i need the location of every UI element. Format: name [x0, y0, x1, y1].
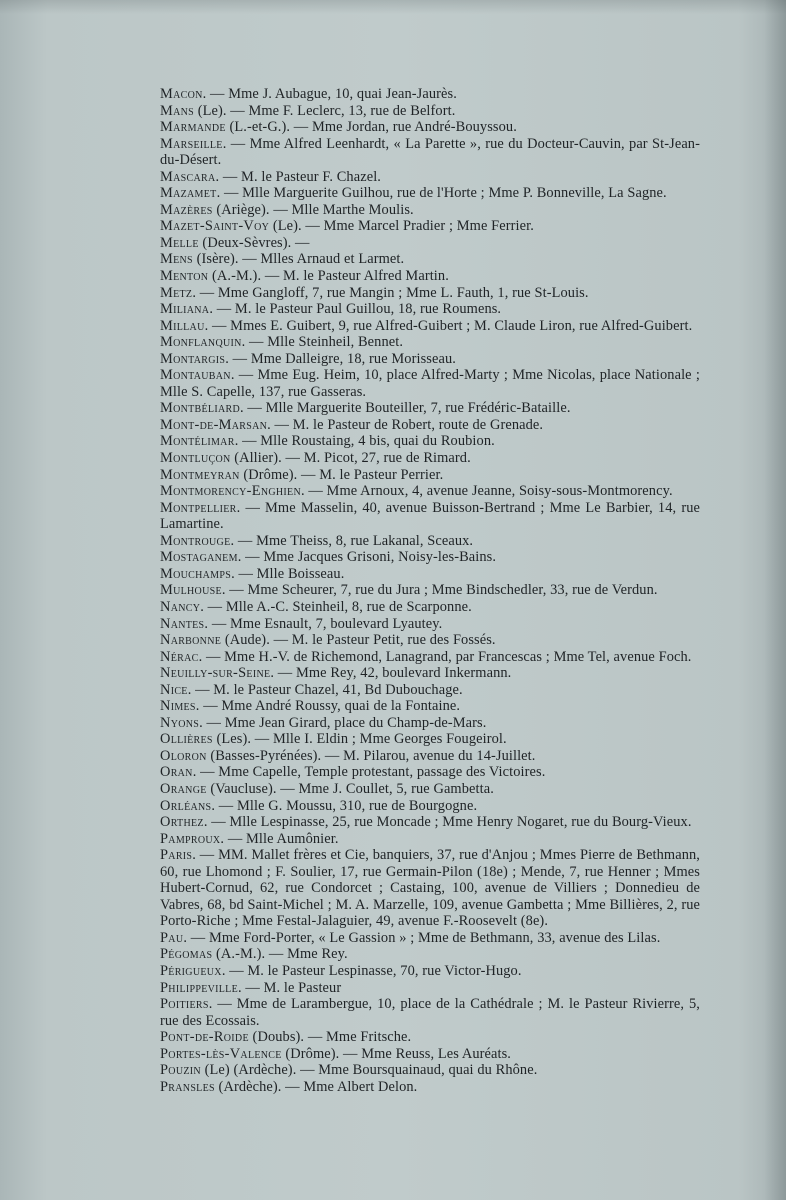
entry-details: . — Mlle Steinheil, Bennet. [241, 334, 404, 351]
entry-details: (Aude). — M. le Pasteur Petit, rue des Fossés. [221, 632, 496, 649]
page-edge-shadow [764, 0, 786, 1200]
directory-entry [160, 649, 700, 666]
directory-entry [160, 334, 700, 351]
entry-place: Pamproux [160, 830, 221, 847]
entry-place: Metz [160, 284, 193, 301]
directory-entry [160, 1062, 700, 1079]
entry-details: . — Mme Eug. Heim, 10, place Alfred-Marty ; Mme Nicolas, place Nationale ; Mlle S. Capelle, 137, rue Gasseras. [160, 367, 700, 400]
entry-place: Montargis [160, 350, 226, 367]
entry-place: Oloron [160, 747, 207, 764]
directory-entry [160, 1079, 700, 1096]
directory-entry [160, 698, 700, 715]
entry-place: Montrouge [160, 532, 231, 549]
entry-place: Pégomas [160, 946, 213, 963]
directory-entry [160, 781, 700, 798]
directory-entry [160, 483, 700, 500]
entry-place: Poitiers [160, 996, 209, 1013]
entry-details: . — Mme André Roussy, quai de la Fontaine. [195, 698, 461, 715]
entry-details: (Le) (Ardèche). — Mme Boursquainaud, quai du Rhône. [200, 1062, 538, 1079]
entry-details: (Deux-Sèvres). — [198, 234, 310, 251]
entry-place: Narbonne [160, 632, 222, 649]
entry-place: Nancy [160, 598, 201, 615]
entry-place: Mouchamps [160, 565, 232, 582]
entry-place: Montmeyran [160, 466, 240, 483]
page-top-shadow [0, 0, 786, 14]
entry-details: . — M. le Pasteur F. Chazel. [215, 168, 381, 185]
directory-entry [160, 103, 700, 120]
entry-details: . — M. le Pasteur Paul Guillou, 18, rue Roumens. [209, 301, 502, 318]
entry-place: Mans [160, 102, 195, 119]
entry-details: . — Mme Esnault, 7, boulevard Lyautey. [204, 615, 443, 632]
entry-details: . — Mme Ford-Porter, « Le Gassion » ; Mme de Bethmann, 33, avenue des Lilas. [183, 929, 661, 946]
entry-place: Montauban [160, 367, 231, 384]
directory-entry [160, 351, 700, 368]
entry-details: . — M. le Pasteur Lespinasse, 70, rue Victor-Hugo. [221, 962, 522, 979]
entry-details: . — Mme H.-V. de Richemond, Lanagrand, par Francescas ; Mme Tel, avenue Foch. [198, 648, 692, 665]
entry-details: . — Mme Rey, 42, boulevard Inkermann. [270, 665, 512, 682]
entry-details: . — Mlle Marguerite Bouteiller, 7, rue Frédéric-Bataille. [239, 400, 571, 417]
directory-entry [160, 86, 700, 103]
entry-place: Pont-de-Roide [160, 1029, 249, 1046]
entry-details: (Drôme). — Mme Reuss, Les Auréats. [281, 1045, 511, 1062]
directory-entry [160, 566, 700, 583]
entry-place: Montélimar [160, 433, 235, 450]
entry-details: . — Mlle G. Moussu, 310, rue de Bourgogne. [211, 797, 478, 814]
entry-place: Pau [160, 929, 184, 946]
entry-place: Mulhouse [160, 582, 222, 599]
entry-place: Macon [160, 86, 203, 102]
entry-place: Mostaganem [160, 549, 238, 566]
directory-entry [160, 764, 700, 781]
directory-entry [160, 169, 700, 186]
entry-details: (Doubs). — Mme Fritsche. [248, 1029, 412, 1046]
entry-place: Portes-lès-Valence [160, 1045, 282, 1062]
directory-entry [160, 285, 700, 302]
entry-details: . — M. le Pasteur Chazel, 41, Bd Dubouchage. [187, 681, 463, 698]
directory-entry [160, 500, 700, 533]
entry-place: Miliana [160, 301, 210, 318]
directory-entry [160, 682, 700, 699]
directory-entry [160, 119, 700, 136]
directory-entry [160, 450, 700, 467]
entry-details: . — Mme Jean Girard, place du Champ-de-Mars. [199, 714, 487, 731]
entry-details: (A.-M.). — Mme Rey. [212, 946, 348, 963]
directory-entry [160, 665, 700, 682]
entry-place: Monflanquin [160, 334, 242, 351]
directory-entry [160, 599, 700, 616]
directory-entry [160, 235, 700, 252]
directory-entry [160, 748, 700, 765]
entry-details: (Basses-Pyrénées). — M. Pilarou, avenue du 14-Juillet. [206, 747, 536, 764]
entry-place: Ollières [160, 731, 213, 748]
entry-details: . — Mlle A.-C. Steinheil, 8, rue de Scarponne. [200, 598, 472, 615]
directory-entry [160, 798, 700, 815]
entry-details: . — Mme Scheurer, 7, rue du Jura ; Mme Bindschedler, 33, rue de Verdun. [221, 582, 658, 599]
entry-place: Orthez [160, 814, 204, 831]
directory-entry [160, 202, 700, 219]
directory-list [160, 86, 700, 1095]
directory-entry [160, 301, 700, 318]
entry-place: Nérac [160, 648, 199, 665]
entry-details: . — Mme Capelle, Temple protestant, passage des Victoires. [192, 764, 546, 781]
directory-entry [160, 731, 700, 748]
entry-place: Pouzin [160, 1062, 201, 1079]
entry-details: . — Mlle Aumônier. [220, 830, 339, 847]
entry-details: (Les). — Mlle I. Eldin ; Mme Georges Fougeirol. [212, 731, 507, 748]
entry-place: Oran [160, 764, 193, 781]
entry-place: Pransles [160, 1078, 215, 1095]
entry-details: (Isère). — Mlles Arnaud et Larmet. [192, 251, 405, 268]
entry-place: Nyons [160, 714, 200, 731]
entry-place: Mazamet [160, 185, 217, 202]
entry-place: Mens [160, 251, 193, 268]
directory-entry [160, 847, 700, 930]
directory-entry [160, 814, 700, 831]
entry-place: Montluçon [160, 450, 231, 467]
entry-details: . — Mmes E. Guibert, 9, rue Alfred-Guibert ; M. Claude Liron, rue Alfred-Guibert. [204, 317, 693, 334]
directory-entry [160, 533, 700, 550]
entry-place: Montpellier [160, 499, 237, 516]
entry-details: (Le). — Mme Marcel Pradier ; Mme Ferrier. [269, 218, 534, 235]
entry-details: . — Mme Dalleigre, 18, rue Morisseau. [225, 350, 456, 367]
entry-place: Nimes [160, 698, 196, 715]
entry-place: Philippeville [160, 979, 239, 996]
entry-place: Menton [160, 268, 209, 285]
entry-place: Mazères [160, 201, 213, 218]
directory-entry [160, 400, 700, 417]
entry-details: . — M. le Pasteur [238, 979, 342, 996]
entry-details: . — Mme Theiss, 8, rue Lakanal, Sceaux. [230, 532, 474, 549]
directory-entry [160, 318, 700, 335]
directory-entry [160, 980, 700, 997]
directory-entry [160, 417, 700, 434]
directory-entry [160, 268, 700, 285]
entry-place: Marseille [160, 135, 223, 152]
directory-entry [160, 136, 700, 169]
directory-entry [160, 467, 700, 484]
entry-place: Mont-de-Marsan [160, 416, 268, 433]
directory-entry [160, 218, 700, 235]
directory-entry [160, 582, 700, 599]
entry-place: Nice [160, 681, 188, 698]
entry-details: (Allier). — M. Picot, 27, rue de Rimard. [230, 450, 471, 467]
entry-details: (Vaucluse). — Mme J. Coullet, 5, rue Gambetta. [206, 780, 494, 797]
directory-entry [160, 616, 700, 633]
directory-entry [160, 367, 700, 400]
entry-details: (Ariège). — Mlle Marthe Moulis. [212, 201, 414, 218]
directory-entry [160, 185, 700, 202]
directory-entry [160, 831, 700, 848]
entry-details: . — Mlle Marguerite Guilhou, rue de l'Horte ; Mme P. Bonneville, La Sagne. [216, 185, 667, 202]
entry-details: . — Mlle Roustaing, 4 bis, quai du Roubion. [234, 433, 495, 450]
entry-place: Melle [160, 234, 199, 251]
directory-entry [160, 715, 700, 732]
entry-place: Marmande [160, 119, 226, 136]
entry-place: Mascara [160, 168, 216, 185]
entry-place: Nantes [160, 615, 205, 632]
entry-place: Neuilly-sur-Seine [160, 665, 271, 682]
directory-entry [160, 930, 700, 947]
entry-place: Mazet-Saint-Voy [160, 218, 270, 235]
entry-details: (Drôme). — M. le Pasteur Perrier. [239, 466, 444, 483]
directory-entry [160, 1029, 700, 1046]
directory-entry [160, 996, 700, 1029]
entry-details: . — Mme Masselin, 40, avenue Buisson-Bertrand ; Mme Le Barbier, 14, rue Lamartine. [160, 499, 700, 533]
directory-entry [160, 1046, 700, 1063]
entry-details: . — Mlle Boisseau. [231, 565, 345, 582]
entry-details: (Ardèche). — Mme Albert Delon. [214, 1078, 418, 1095]
directory-entry [160, 433, 700, 450]
directory-entry [160, 549, 700, 566]
entry-details: (Le). — Mme F. Leclerc, 13, rue de Belfort. [194, 102, 456, 119]
entry-place: Périgueux [160, 962, 222, 979]
directory-entry [160, 963, 700, 980]
entry-place: Orléans [160, 797, 212, 814]
directory-entry [160, 632, 700, 649]
entry-details: . — Mme Alfred Leenhardt, « La Parette », rue du Docteur-Cauvin, par St-Jean-du-Désert. [160, 135, 700, 169]
entry-details: (L.-et-G.). — Mme Jordan, rue André-Bouyssou. [225, 119, 517, 136]
entry-details: . — Mme Jacques Grisoni, Noisy-les-Bains. [237, 549, 497, 566]
entry-details: (A.-M.). — M. le Pasteur Alfred Martin. [208, 268, 449, 285]
entry-details: . — M. le Pasteur de Robert, route de Grenade. [267, 416, 544, 433]
entry-details: . — Mlle Lespinasse, 25, rue Moncade ; Mme Henry Nogaret, rue du Bourg-Vieux. [203, 814, 692, 831]
directory-entry [160, 251, 700, 268]
entry-place: Millau [160, 317, 205, 334]
entry-details: . — MM. Mallet frères et Cie, banquiers, 37, rue d'Anjou ; Mmes Pierre de Bethmann, 60, rue Lhomond ; F. Soulier, 17, rue Germain-Pilon (18e) ; Mende, 7, rue Henner ; Mmes Hubert-Cornud, 62, rue Condorcet ; Castaing, 100, avenue de Villiers ; Donnedieu de Vabres, 68, bd Saint-Michel ; M. A. Marzelle, 109, avenue Gambetta ; Mme Billières, 2, rue Porto-Riche ; Mme Festal-Jalaguier, 49, avenue F.-Roosevelt (8e). [160, 847, 700, 930]
entry-details: . — Mme Gangloff, 7, rue Mangin ; Mme L. Fauth, 1, rue St-Louis. [192, 284, 589, 301]
entry-place: Montmorency-Enghien [160, 483, 301, 500]
entry-place: Montbéliard [160, 400, 240, 417]
entry-details: . — Mme de Larambergue, 10, place de la Cathédrale ; M. le Pasteur Rivierre, 5, rue des Ecossais. [160, 996, 700, 1029]
directory-entry [160, 946, 700, 963]
entry-details: . — Mme J. Aubague, 10, quai Jean-Jaurès. [202, 86, 457, 102]
entry-place: Paris [160, 847, 193, 864]
entry-place: Orange [160, 780, 207, 797]
entry-details: . — Mme Arnoux, 4, avenue Jeanne, Soisy-sous-Montmorency. [300, 483, 673, 500]
